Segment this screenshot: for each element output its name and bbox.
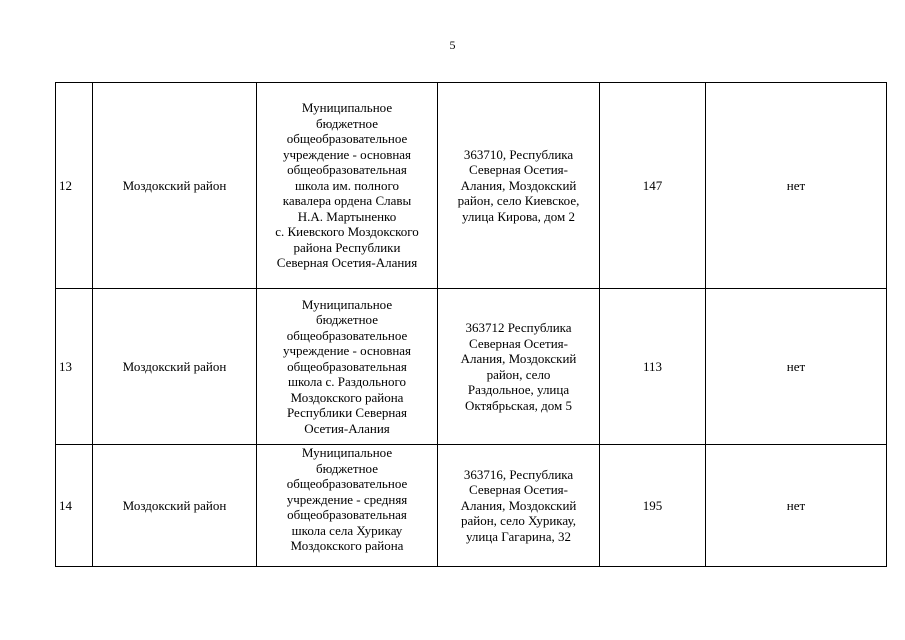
count-cell: 147 — [600, 83, 706, 289]
row-number: 14 — [56, 445, 93, 567]
row-number: 13 — [56, 289, 93, 445]
institution-cell — [257, 83, 438, 289]
table-row — [56, 83, 887, 289]
table-row — [56, 289, 887, 445]
institution-cell — [257, 289, 438, 445]
schools-table — [55, 82, 887, 567]
institution-name: Муниципальное бюджетное общеобразовательное учреждение - основная общеобразовательная школа с. Раздольного Моздокского района Республики Северная Осетия-Алания — [282, 296, 412, 436]
address-cell — [438, 83, 600, 289]
address-cell — [438, 445, 600, 567]
count-cell: 195 — [600, 445, 706, 567]
table-row — [56, 445, 887, 567]
value-cell: нет — [706, 83, 887, 289]
institution-name: Муниципальное бюджетное общеобразовательное учреждение - средняя общеобразовательная школа села Хурикау Моздокского района — [286, 445, 408, 553]
institution-address: 363716, Республика Северная Осетия- Алания, Моздокский район, село Хурикау, улица Гагарина, 32 — [460, 466, 577, 544]
value-cell: нет — [706, 445, 887, 567]
row-number: 12 — [56, 83, 93, 289]
count-cell: 113 — [600, 289, 706, 445]
value-cell: нет — [706, 289, 887, 445]
district-cell: Моздокский район — [93, 445, 257, 567]
address-cell — [438, 289, 600, 445]
institution-cell — [257, 445, 438, 567]
district-cell: Моздокский район — [93, 83, 257, 289]
district-cell: Моздокский район — [93, 289, 257, 445]
institution-name: Муниципальное бюджетное общеобразовательное учреждение - основная общеобразовательная школа им. полного кавалера ордена Славы Н.А. Мартыненко с. Киевского Моздокского района Республики Северная Осетия-Алания — [275, 100, 419, 271]
page-number: 5 — [449, 38, 456, 52]
institution-address: 363712 Республика Северная Осетия- Алания, Моздокский район, село Раздольное, улица Октябрьская, дом 5 — [460, 320, 577, 413]
institution-address: 363710, Республика Северная Осетия- Алания, Моздокский район, село Киевское, улица Кирова, дом 2 — [457, 146, 580, 224]
